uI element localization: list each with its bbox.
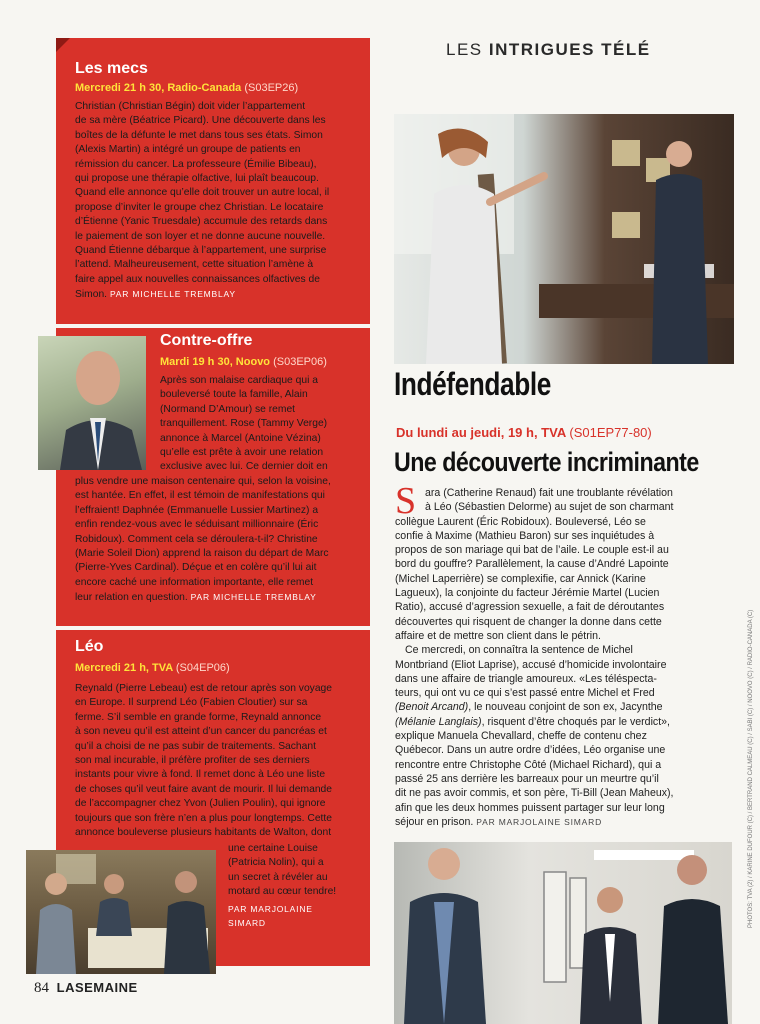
text-line: explique Manuela Chevallard, cheffe de contenu chez [395,730,647,743]
byline: PAR MARJOLAINE [228,903,313,914]
text-line: l’effraient! Daphnée (Emmanuelle Lussier Martinez) a [75,504,319,516]
text-line: annonce à Marcel (Antoine Vézina) [160,432,321,444]
photo-credits: PHOTOS: TVA (2) / KARINE DUFOUR (C) / BERTRAND CALMEAU (C) / SABI (C) / NOOVO (C) / RADIO-CANADA (C) [748,609,754,928]
section-title: Léo [75,638,104,655]
text-line: Mercredi 21 h, TVA [75,662,173,674]
page-header [446,40,651,60]
text-line: (Mélanie Langlais) [395,715,482,728]
photo-contre-offre [38,336,146,470]
text-line: est hantée. En effet, il est témoin de manifestations qui [75,490,325,502]
text-line: (S04EP06) [175,662,230,674]
text-line: afin que les deux hommes puissent partager sur leur long [395,801,665,814]
text-line: LA [56,980,75,995]
text-line: son mal incurable, il préfère profiter de ses derniers [75,755,310,767]
section-les-mecs [56,38,370,324]
text-line: Mardi 19 h 30, Noovo [160,356,271,368]
byline: SIMARD [228,918,266,929]
text-line: motard au cœur tendre! [228,886,337,898]
text-line: Reynald (Pierre Lebeau) est de retour après son voyage [75,683,332,694]
byline: PAR MARJOLAINE SIMARD [476,816,603,827]
text-line: propos de son mariage qui bat de l’aile. Le couple est-il au [395,544,669,557]
page-footer [34,980,138,997]
men-in-hallway-icon [394,842,732,1024]
text-line: une certaine Louise [228,843,318,854]
brand-logo [57,980,138,995]
text-line: dans une affaire de triangle amoureux. «Les téléspecta- [395,672,657,685]
section-title: Contre-offre [160,332,253,349]
text-line: (S01EP77-80) [569,425,652,440]
text-line: Québecor. Dans un autre ordre d’idées, Léo organise une [395,744,666,757]
text-line: Ratio), accusé d’agression sexuelle, a fait de déroutantes [395,601,665,614]
text-line: ferme. S’il semble en grande forme, Reynald annonce [75,711,322,723]
text-line: Ce mercredi, on connaîtra la sentence de Michel [405,644,633,657]
byline: PAR MICHELLE TREMBLAY [190,592,317,603]
office-scene-icon [394,114,734,364]
text-line: INTRIGUES TÉLÉ [488,40,651,59]
text-line: séjour en prison. [395,815,474,828]
text-line: enfin rendez-vous avec le séduisant millionnaire (Éric [75,519,319,531]
text-line: SEMAINE [74,980,138,995]
text-line: , le nouveau conjoint de son ex, Jacynthe [468,701,663,714]
section-schedule [75,662,230,674]
text-line: Quand elle annonce qu’elle doit trouver un autre local, il [75,187,330,199]
article-title: Indéfendable [394,366,551,402]
red-tab [56,38,70,52]
text-line: d’Étienne (Yanic Truesdale) accumule des retards dans [75,216,328,228]
section-schedule [160,356,327,368]
article-schedule [396,425,652,440]
section-body [75,100,365,303]
text-line: dit ne pas avoir commis, et son père, Ti-Bill (Jean Maheux), [395,787,674,800]
section-schedule [75,82,298,94]
text-line: en Europe. Il surprend Léo (Fabien Cloutier) sur sa [75,697,308,709]
text-line: confie à Maxime (Mathieu Baron) sur ses inquiétudes à [395,529,655,542]
article-headline: Une découverte incriminante [394,447,699,477]
text-line: le paiement de son loyer et ne donne aucune nouvelle. [75,230,326,242]
text-line: (Marie Soleil Dion) apprend la raison du départ de Marc [75,548,329,560]
byline: PAR MICHELLE TREMBLAY [109,289,236,300]
text-line: leur relation en question. [75,592,188,604]
text-line: Robidoux). Comment cela se déroulera-t-il? Christine [75,533,318,545]
text-line: Après son malaise cardiaque qui a [160,375,318,386]
drop-cap: S [395,480,417,522]
text-line: tranquillement. Rose (Tammy Verge) [160,418,328,430]
text-line: qui propose une thérapie olfactive, lui plaît beaucoup. [75,173,319,185]
section-contre-offre [56,328,370,626]
people-at-table-icon [26,850,216,974]
text-line: affaire et de mettre son client dans le pétrin. [395,629,601,642]
photo-indefendable [394,114,734,364]
text-line: passé 25 ans derrière les barreaux pour un meurtre qu’il [395,772,659,785]
section-body [75,682,367,840]
text-line: (S03EP06) [273,356,327,368]
page-number: 84 [34,980,49,996]
text-line: Quand Étienne débarque à l’appartement, une surprise [75,245,327,257]
section-body [75,475,367,606]
text-line: exclusive avec lui. Ce dernier doit en [160,461,328,473]
text-line: boîtes de la défunte le met dans tous ses états. Simon [75,129,323,141]
text-line: de l’accompagner chez Yvon (Julien Poulin), qui ignore [75,798,326,810]
text-line: Lagueux), la conjointe du facteur Jérémie Martel (Lucien [395,587,660,600]
text-line: rémission du cancer. La professeure (Émilie Bibeau), [75,158,317,170]
text-line: découvertes qui risquent de changer la donne dans cette [395,615,662,628]
text-line: à Léo (Sébastien Delorme) au sujet de son charmant [425,501,674,514]
text-line: qu’il a choisi de ne pas subir de traitements. Sachant [75,740,316,752]
text-line: Christian (Christian Bégin) doit vider l’appartement [75,101,306,112]
text-line: (Normand D’Amour) se remet [160,403,296,415]
text-line: à son neveu qu’il est atteint d’un cancer du pancréas et [75,726,327,738]
section-body-wrap [228,842,368,930]
text-line: faire appel aux nouvelles connaissances olfactives de [75,273,320,285]
text-line: annonce bouleverse plusieurs habitants de Walton, dont [75,827,332,839]
article-body [395,480,729,829]
text-line: ara (Catherine Renaud) fait une troublante révélation [425,487,673,499]
text-line: LES [446,40,489,59]
text-line: (Alexis Martin) a intégré un groupe de patients en [75,144,301,156]
text-line: (Pierre-Yves Cardinal). Déçue et en colère qu’il lui ait [75,562,317,574]
text-line: plus vendre une maison centenaire qui, selon la voisine, [75,476,331,487]
text-line: collègue Laurent (Éric Robidoux). Bouleversé, Léo se [395,515,646,528]
text-line: Du lundi au jeudi, 19 h, TVA [396,425,566,440]
text-line: Montbriand (Eliot Laprise), accusé d’homicide involontaire [395,658,667,671]
text-line: Simon. [75,289,108,301]
text-line: bouleversé toute la famille, Alain [160,389,308,401]
text-line: de choses qu’il veut faire avant de mourir. Il lui demande [75,783,332,795]
text-line: un secret à révéler au [228,871,328,883]
text-line: de sa mère (Béatrice Picard). Une découverte dans les [75,115,326,127]
text-line: instants pour vivre à fond. Il remet donc à Léo une liste [75,769,326,781]
text-line: encore caché une information importante, elle remet [75,576,314,588]
section-body-wrap [160,374,366,475]
text-line: l’attend. Malheureusement, cette situation l’amène à [75,259,314,271]
text-line: rencontre entre Christophe Côté (Michael Richard), qui a [395,758,662,771]
text-line: qu’elle est prête à avoir une relation [160,447,324,459]
text-line: , risquent d’être choqués par le verdict», [481,715,670,728]
photo-hallway [394,842,732,1024]
text-line: bord du gouffre? Parallèlement, la cause d’André Lapointe [395,558,669,571]
text-line: (S03EP26) [244,82,299,94]
text-line: toujours que son frère n’en a plus pour longtemps. Cette [75,812,333,824]
text-line: (Patricia Nolin), qui a [228,857,324,869]
text-line: Mercredi 21 h 30, Radio-Canada [75,82,242,94]
text-line: (Michel Laperrière) se complexifie, car Annick (Karine [395,572,646,585]
text-line: propose d’inviter le groupe chez Christian. Le locataire [75,201,324,213]
section-title: Les mecs [75,60,148,77]
man-portrait-icon [38,336,146,470]
photo-leo [26,850,216,974]
text-line: (Benoit Arcand) [395,701,469,714]
text-line: teurs, qui ont vu ce qui s’est passé entre Michel et Fred [395,687,655,700]
